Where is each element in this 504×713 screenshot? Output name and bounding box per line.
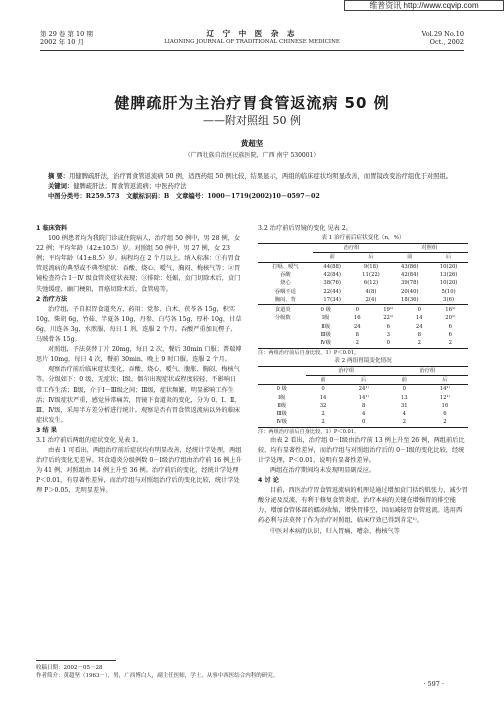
- row-group-label: 分级数: [274, 315, 291, 322]
- table-cell: 2: [417, 340, 421, 347]
- author-name: 黄超坚: [240, 139, 264, 148]
- table-row: [258, 288, 468, 296]
- table-row: [258, 410, 468, 418]
- table-cell: 胸闷、背: [274, 296, 296, 303]
- section-heading: 2 治疗方法: [36, 295, 68, 303]
- table-cell: 14: [319, 394, 327, 401]
- paragraph: 由表 1 可看出，两组治疗前后症状均有明显改善，经统计学处理，两组治疗后的变化无差异。其食道炎分级例数 0－Ⅰ级治疗组由治疗前 16 例上升为 41 例，对照组由 14 例上升至 36 例。治疗前后的变化，经统计学处理 P＜0.01，有显著性差异，而治疗组与对照组治疗后的变化比较，统计学处理 P＞0.05，无明显差异。: [36, 447, 242, 495]
- table-header-row: [258, 244, 468, 253]
- header-right: [422, 30, 464, 46]
- table-cell: 8: [361, 402, 366, 409]
- table-cell: 0: [402, 386, 406, 393]
- section-3-2-heading: 3.2 治疗前后胃镜的变化 见表 2。: [258, 225, 352, 232]
- table-row: [258, 271, 468, 279]
- doc-code: 文献标识码：B: [126, 193, 170, 200]
- table-cell: 10(20): [439, 280, 458, 287]
- header-rule: [40, 50, 464, 51]
- table2-caption: 表 2 两组胃镜变化情况: [334, 357, 392, 364]
- table-group-header: 治疗组: [313, 244, 391, 253]
- table1-caption: 表 1 治疗前后症状变化（n，%）: [321, 235, 405, 242]
- table-subheader-cell: 前: [320, 376, 326, 383]
- table-cell: 24¹⁾: [358, 386, 369, 393]
- table-cell: 13: [400, 394, 408, 401]
- table-header-cell: [258, 375, 306, 384]
- table-cell: 42(84): [323, 271, 341, 278]
- table-cell: 13(26): [439, 271, 458, 278]
- section-heading: 3 结 果: [36, 426, 57, 434]
- journal-name-cn: 辽 宁 中 医 杂 志: [206, 29, 298, 38]
- table-cell: 2: [321, 419, 325, 426]
- abstract: [36, 172, 468, 182]
- table-cell: 19¹⁾: [383, 307, 394, 314]
- row-group-label: [258, 323, 308, 331]
- table-cell: 31: [400, 402, 408, 409]
- paragraph: 治疗组，予自拟胃食道夹方，药用：党参、白术、茯苓各 15g，枳实 10g，柴胡 6g，竹茹、半夏各 10g，丹参、白芍各 15g，厚朴 10g，甘草 6g，川连各 3g，水煎服，每日 1 剂，连服 2 个月。吞酸严重加瓦楞子、乌贼骨各 15g。: [36, 305, 242, 344]
- table-subheader-cell: 后: [361, 376, 367, 383]
- table-cell: 0 级: [276, 386, 287, 393]
- table-row: [258, 394, 468, 402]
- paragraph: 中医对本病的认识，归入胃痛、嘈杂、梅核气等: [270, 527, 400, 535]
- paragraph: 由表 2 看出，治疗组 0－Ⅰ级由治疗前 13 例上升至 26 例，两组前后比较，均有显著性差异，而治疗组与对照组治疗后的 0－Ⅰ级的变化比较，经统计学处理，P＜0.01，说明有显著性差异。: [258, 436, 465, 464]
- table-cell: 24: [353, 323, 361, 330]
- abstract-block: [36, 172, 468, 202]
- table-cell: 14¹⁾: [439, 386, 450, 393]
- row-group-label: 食道炎: [274, 307, 291, 314]
- table-cell: 2(4): [365, 296, 377, 303]
- table-cell: 6: [386, 323, 390, 330]
- table-header-cell: [258, 244, 313, 253]
- classification-line: [36, 192, 468, 202]
- table-cell: Ⅱ级: [277, 402, 287, 409]
- table-mid-note: 注：两组治疗前后自身比较，1）P＜0.01。: [258, 349, 360, 356]
- table-cell: 22¹⁾: [383, 315, 394, 322]
- table-cell: 10(20): [439, 263, 458, 270]
- table-cell: 2: [402, 419, 406, 426]
- table-subheader-cell: 后: [442, 376, 448, 383]
- table-cell: 39(78): [400, 280, 419, 287]
- date-right: Oct., 2002: [429, 38, 464, 46]
- table-cell: Ⅰ级: [322, 315, 330, 322]
- table-cell: 3: [386, 332, 390, 339]
- table-cell: Ⅲ级: [320, 332, 331, 339]
- table-cell: 38(76): [323, 280, 341, 287]
- table-subheader-cell: 后: [368, 254, 374, 261]
- table-cell: 0: [361, 419, 366, 426]
- table-group-header: 治疗组: [387, 366, 468, 375]
- table-cell: 5(10): [441, 288, 456, 295]
- table-subheader-row: [258, 253, 468, 262]
- table-cell: Ⅲ级: [276, 411, 287, 418]
- table-cell: 42(84): [400, 271, 419, 278]
- table-subheader-cell: 前: [407, 254, 413, 261]
- table-cell: 0: [355, 307, 359, 314]
- right-column: [258, 224, 468, 537]
- table-cell: Ⅱ级: [321, 323, 331, 330]
- received-date: 收稿日期：2002－05－28: [36, 665, 103, 671]
- issue-label: 第 29 卷 第 10 期: [40, 30, 93, 38]
- paragraph: 观察治疗前后临床症状变化，吞酸、烧心、嗳气、腹胀、胸闷、梅核气等。分级如下：0 级，无症状；Ⅰ级，偶尔出现症状或程度较轻，不影响日常工作生活；Ⅱ级，介于Ⅰ－Ⅲ级之间；Ⅲ级，症状频繁，明显影响工作生活；Ⅳ级症状严重，感觉异常痛苦，胃镜下食道炎的变化，分为 0、Ⅰ、Ⅱ、Ⅲ、Ⅳ级，采用半方差分析进行统计。观察是否有胃食管返流病以外的临床症状发生。: [36, 366, 241, 424]
- table-cell: 14: [415, 315, 423, 322]
- table-header-row: [258, 366, 468, 375]
- table-subheader-cell: 前: [401, 376, 407, 383]
- author-bio: 作者简介：黄超坚（1963－），男，广西博白人，副主任医师，学士，从事中西医结合内科的研究。: [36, 673, 279, 679]
- table-row: [258, 296, 468, 305]
- table-cell: 43(86): [400, 263, 419, 270]
- table-cell: 2: [443, 419, 447, 426]
- table-cell: 4(8): [365, 288, 377, 295]
- abstract-text: 用健脾疏肝法，治疗胃食管返流病 50 例，适西药组 50 例比较，结果显示，两组的临床症状均明显改善，而胃镜改变治疗组优于对照组。: [69, 173, 453, 180]
- footnote: [36, 664, 278, 680]
- table-cell: 22(44): [323, 288, 341, 295]
- keywords-text: 健脾疏肝法；胃食管返流病；中医药疗法: [73, 183, 187, 190]
- footnote-rule: [36, 660, 116, 661]
- paragraph: 目前，西医治疗胃食管返流病的机理是通过增加贲门括约肌张力，减少胃酸分泌及反流，有利于修复食管炎症。治疗本病的关键在增强胃的排空能力，增加食管体部的蠕动收缩，增快胃排空，因而减轻胃食管返流。选用西药必利与法莫替丁作为治疗对照组，临床疗效已得到肯定¹⁾。: [258, 487, 468, 525]
- table-subheader-cell: 前: [329, 254, 335, 261]
- table-cell: 6: [448, 332, 453, 339]
- table-row: [258, 331, 468, 339]
- paragraph: 两组在治疗期间均未发现明显副反应。: [270, 467, 376, 475]
- table-subheader-cell: 后: [445, 254, 452, 261]
- table-cell: 44(88): [323, 263, 341, 270]
- table-cell: 吞咽不适: [274, 288, 296, 295]
- table1: [258, 243, 468, 305]
- page-number: · 597 ·: [423, 680, 444, 688]
- article-title: 健脾疏肝为主治疗胃食管返流病 50 例: [114, 94, 390, 112]
- table-cell: 20¹⁾: [445, 315, 456, 322]
- table-cell: 吞酸: [280, 271, 291, 278]
- table-cell: 18(36): [400, 296, 419, 303]
- table-row: [258, 418, 468, 427]
- table-cell: 4: [361, 411, 366, 418]
- row-group-label: [258, 339, 308, 348]
- table-cell: 16: [441, 402, 449, 409]
- table-cell: 8: [417, 332, 421, 339]
- table2-note: 注：两组治疗前后自身比较，1）P＜0.01。: [258, 428, 360, 435]
- row-group-label: [258, 331, 308, 339]
- journal-name-en: LIAONING JOURNAL OF TRADITIONAL CHINESE MEDICINE: [164, 39, 340, 45]
- table-cell: 0: [321, 386, 325, 393]
- table-cell: 2: [355, 340, 359, 347]
- table-row: [258, 279, 468, 287]
- table-cell: 14¹⁾: [358, 394, 369, 401]
- table-cell: Ⅳ级: [320, 340, 332, 347]
- table-row: [258, 314, 468, 322]
- section-heading: 3.1 治疗前后两组的症状变化 见表 1。: [36, 436, 143, 444]
- section-heading: 4 讨 论: [258, 477, 279, 485]
- table-row: [258, 402, 468, 410]
- table-row: [258, 306, 468, 314]
- table-cell: Ⅰ级: [278, 394, 286, 401]
- article-subtitle: ——附对照组 50 例: [203, 114, 301, 127]
- table-cell: 8: [355, 332, 359, 339]
- table-cell: 0 级: [320, 307, 331, 314]
- table2: [258, 366, 468, 428]
- table-cell: 12¹⁾: [439, 394, 450, 401]
- paragraph: 100 例患者均为我院门诊或住院病人，治疗组 50 例中，男 28 例，女 22 例；平均年龄（42±10.5）岁。对照组 50 例中，男 27 例，女 23 例；平均年龄（41±8.5）岁。病程均在 2 个月以上。纳入标准：①有胃食管返流病的典型或不典型症状：吞酸、烧心、嗳气、胸闷、梅核气等；②胃镜检查符合 Ⅰ－Ⅳ 级食管炎症状表现；③排除：妊娠，贲门切除术后，贲门失弛缓症，幽门梗阻，胃癌切除术后，食管癌等。: [36, 235, 241, 293]
- watermark: 维普资讯 http://www.cqvip.com: [344, 0, 504, 11]
- section-heading: 1 临床资料: [36, 225, 68, 232]
- table-cell: 6: [443, 411, 447, 418]
- table-row: [258, 262, 468, 271]
- table-cell: 16: [353, 315, 361, 322]
- table-cell: 6: [448, 323, 453, 330]
- table-subheader-row: [258, 375, 468, 384]
- clc-number: 中图分类号：R259.573: [48, 193, 120, 200]
- table-group-header: 对照组: [390, 244, 468, 253]
- table-cell: 11(22): [362, 271, 380, 278]
- paragraph: 对照组，予法莫替丁片 20mg，每日 2 次，餐后 30min 口服；普瑞博思片 10mg，每日 4 次，餐前 30min，晚上 9 时口服。连服 2 个月。: [36, 346, 242, 364]
- table-header-cell: [258, 366, 306, 375]
- table-cell: 20(40): [400, 288, 419, 295]
- abstract-label: 摘 要：: [48, 173, 70, 180]
- table-row: [258, 323, 468, 331]
- author-affiliation: （广西壮族自治区民族医院，广西 南宁 530001）: [184, 152, 320, 159]
- volume-label: Vol.29 No.10: [421, 30, 464, 38]
- table-header-cell: [258, 253, 313, 262]
- left-column: [36, 224, 242, 497]
- table-cell: 4: [402, 411, 406, 418]
- table-cell: 17(34): [323, 296, 341, 303]
- table-cell: Ⅳ级: [276, 419, 288, 426]
- table-cell: 0: [417, 307, 421, 314]
- table-cell: 32: [319, 402, 327, 409]
- right-text: [258, 436, 468, 537]
- table-cell: 6(12): [363, 280, 379, 287]
- table-cell: 0: [386, 340, 390, 347]
- table-cell: 9(18): [363, 263, 379, 270]
- keywords: [36, 182, 468, 192]
- table-cell: 2: [448, 340, 453, 347]
- table-group-header: 治疗组: [306, 366, 387, 375]
- table-cell: 2: [321, 411, 325, 418]
- table-row: [258, 385, 468, 394]
- keywords-label: 关键词：: [48, 183, 74, 190]
- article-number: 文章编号：1000－1719(2002)10－0597－02: [175, 193, 320, 200]
- table-row: [258, 339, 468, 348]
- date-left: 2002 年 10 月: [40, 38, 85, 46]
- table-cell: 打嗝、嗳气: [272, 263, 299, 270]
- table-cell: 16¹⁾: [445, 307, 456, 314]
- table-esophagitis: [258, 306, 468, 348]
- table-cell: 烧心: [280, 280, 291, 287]
- table-cell: 24: [415, 323, 423, 330]
- table-cell: 3(6): [443, 296, 455, 303]
